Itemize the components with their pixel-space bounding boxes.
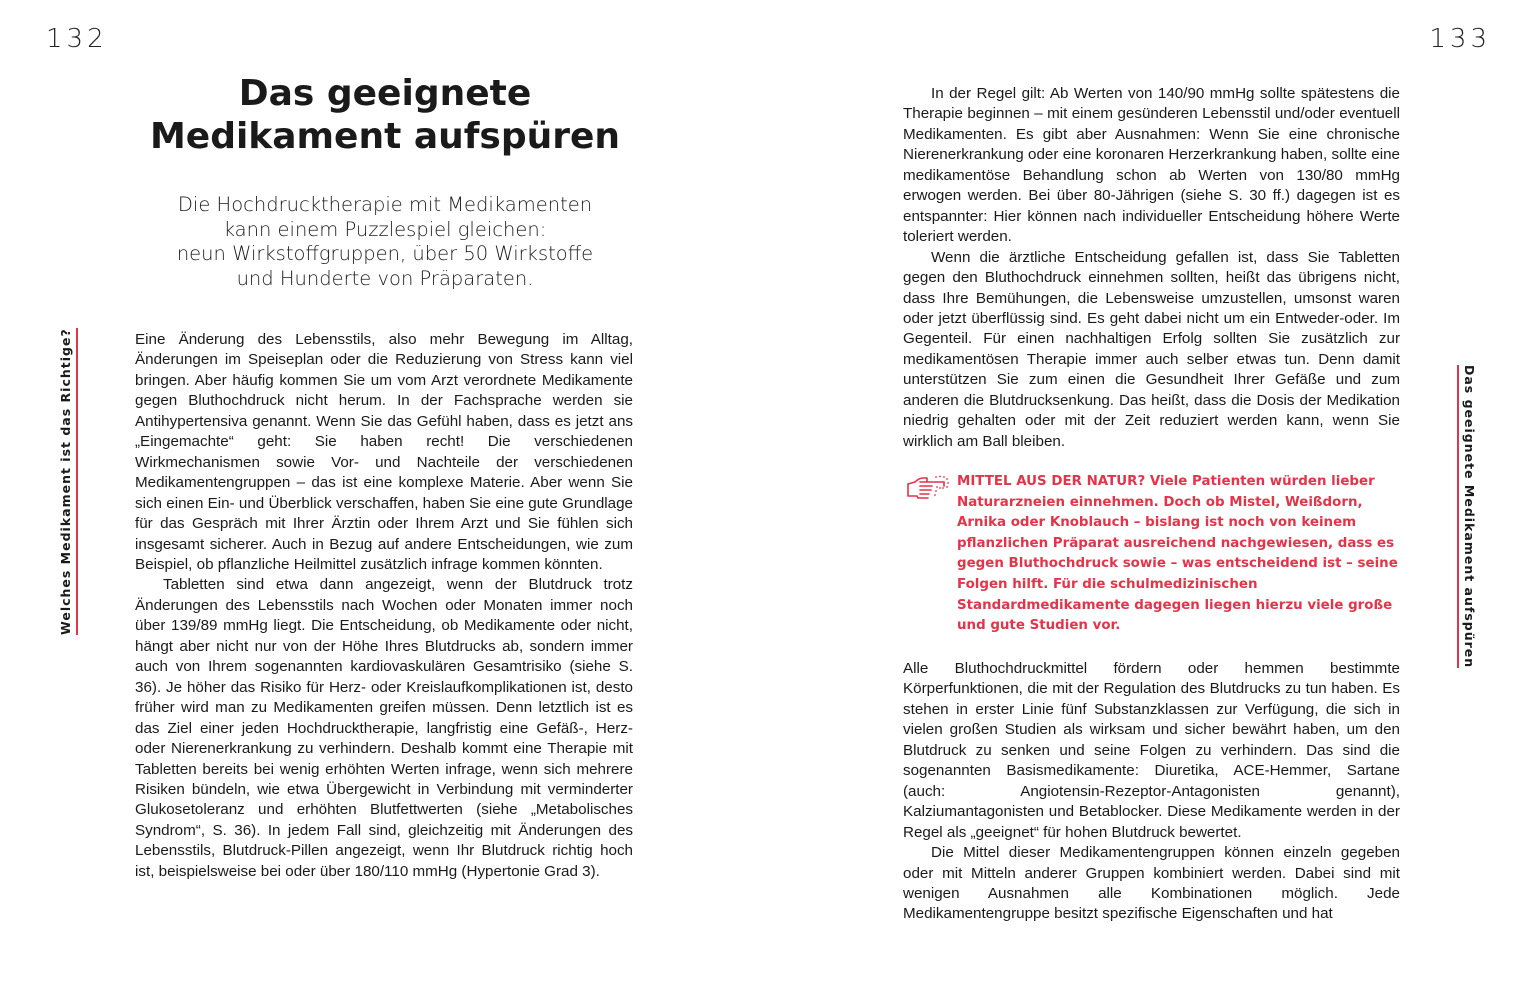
right-body-column-bottom [903,659,1400,925]
chapter-lead-line-1: Die Hochdrucktherapie mit Medikamenten [177,193,593,216]
pointing-hand-icon [906,474,950,500]
chapter-title-line-1: Das geeignete [238,73,532,114]
chapter-lead-line-3: neun Wirkstoffgruppen, über 50 Wirkstoffe [176,242,594,265]
body-paragraph: Tabletten sind etwa dann angezeigt, wenn der Blutdruck trotz Änderungen des Lebensstils nach Wochen oder Monaten immer noch über 139/89 mmHg liegt. Die Entscheidung, ob Medikamente oder nicht, hängt aber nicht nur von der Höhe Ihres Blutdrucks ab, sondern immer auch von Ihrem sogenannten kardiovaskulären Gesamtrisiko (siehe S. 36). Je höher das Risiko für Herz- oder Kreislaufkomplikationen ist, desto früher wird man zu Medikamenten greifen müssen. Denn letztlich ist es das Ziel einer jeden Hochdrucktherapie, langfristig eine Gefäß-, Herz- oder Nierenerkrankung zu verhindern. Deshalb kommt eine Therapie mit Tabletten bereits bei wenig erhöhten Werten infrage, wenn sich mehrere Risiken bündeln, wie etwa Übergewicht in Verbindung mit verminderter Glukosetoleranz und erhöhten Blutfettwerten (siehe „Metabolisches Syndrom“, S. 36). In jedem Fall sind, gleichzeitig mit Änderungen des Lebensstils, Blutdruck-Pillen angezeigt, wenn Ihr Blutdruck richtig hoch ist, beispielsweise bei oder über 180/110 mmHg (Hypertonie Grad 3). [135,576,633,880]
chapter-title [135,72,635,158]
body-paragraph: Die Mittel dieser Medikamentengruppen können einzeln gegeben oder mit Mitteln anderer Gruppen kombiniert werden. Dabei sind mit wenigen Ausnahmen alle Kombinationen möglich. Jede Medikamentengruppe besitzt spezifische Eigenschaften und hat [903,844,1400,923]
running-head-right: Das geeignete Medikament aufspüren [1457,365,1477,668]
page-number-left: 132 [46,24,108,54]
right-body-column-top [903,84,1400,452]
chapter-lead-line-2: kann einem Puzzlespiel gleichen: [223,217,547,241]
chapter-lead [135,193,635,291]
tip-text: MITTEL AUS DER NATUR? Viele Patienten würden lieber Naturarzneien einnehmen. Doch ob Mistel, Weißdorn, Arnika oder Knoblauch – bislang ist noch von keinem pflanzlichen Präparat ausreichend nachgewiesen, dass es gegen Bluthochdruck sowie – was entscheidend ist – seine Folgen hilft. Für die schulmedizinischen Standardmedikamente dagegen liegen hierzu viele große und gute Studien vor. [957,474,1398,634]
body-paragraph: Alle Bluthochdruckmittel fördern oder hemmen bestimmte Körperfunktionen, die mit der Regulation des Blutdrucks zu tun haben. Es stehen in erster Linie fünf Substanzklassen zur Verfügung, die sich in vielen großen Studien als wirksam und sicher bewährt haben, um den Blutdruck zu senken und seine Folgen zu verhindern. Das sind die sogenannten Basismedikamente: Diuretika, ACE-Hemmer, Sartane (auch: Angiotensin-Rezeptor-Antagonisten genannt), Kalziumantagonisten und Betablocker. Diese Medikamente werden in der Regel als „geeignet“ für hohen Blutdruck bewertet. [903,660,1400,841]
tip-box [906,472,1401,642]
page-number-right: 133 [1429,24,1491,54]
body-paragraph: Wenn die ärztliche Entscheidung gefallen ist, dass Sie Tabletten gegen den Bluthochdruck einnehmen sollten, heißt das übrigens nicht, dass Ihre Bemühungen, die Lebensweise umzustellen, umsonst waren oder jetzt überflüssig sind. Es geht dabei nicht um ein Entweder-oder. Im Gegenteil. Für einen nachhaltigen Erfolg sollten Sie zusätzlich zur medikamentösen Therapie immer auch selber etwas tun. Denn damit unterstützen Sie zum einen die Gesundheit Ihrer Gefäße und zum anderen die Blutdrucksenkung. Das heißt, dass die Dosis der Medikation niedrig gehalten oder mit der Zeit reduziert werden kann, wenn Sie wirklich am Ball bleiben. [903,248,1400,450]
body-paragraph: In der Regel gilt: Ab Werten von 140/90 mmHg sollte spätestens die Therapie beginnen – mit einem gesünderen Lebensstil und/oder eventuell Medikamenten. Es gibt aber Ausnahmen: Wenn Sie eine chronische Nierenerkrankung oder eine koronaren Herzerkrankung haben, sollte eine medikamentöse Behandlung schon ab Werten von 130/80 mmHg erwogen werden. Bei über 80-Jährigen (siehe S. 30 ff.) dagegen ist es entspannter: Hier können nach individueller Entscheidung höhere Werte toleriert werden. [903,85,1400,246]
running-head-left: Welches Medikament ist das Richtige? [58,328,78,635]
left-body-column [135,330,633,882]
chapter-title-line-2: Medikament aufspüren [149,116,621,157]
chapter-lead-line-4: und Hunderte von Präparaten. [236,266,534,290]
body-paragraph: Eine Änderung des Lebensstils, also mehr Bewegung im Alltag, Änderungen im Speiseplan oder die Reduzierung von Stress kann viel bringen. Aber häufig kommen Sie um vom Arzt verordnete Medikamente gegen Bluthochdruck nicht herum. In der Fachsprache werden sie Antihypertensiva genannt. Wenn Sie das Gefühl haben, dass es jetzt ans „Eingemachte“ geht: Sie haben recht! Die verschiedenen Wirkmechanismen sowie Vor- und Nachteile der verschiedenen Medikamentengruppen – das ist eine komplexe Materie. Aber wenn Sie sich einen Ein- und Überblick verschaffen, haben Sie eine gute Grundlage für das Gespräch mit Ihrer Ärztin oder Ihrem Arzt und Sie fühlen sich insgesamt sicherer. Auch in Bezug auf andere Entscheidungen, wie zum Beispiel, ob pflanzliche Heilmittel zusätzlich infrage kommen könnten. [135,331,633,573]
